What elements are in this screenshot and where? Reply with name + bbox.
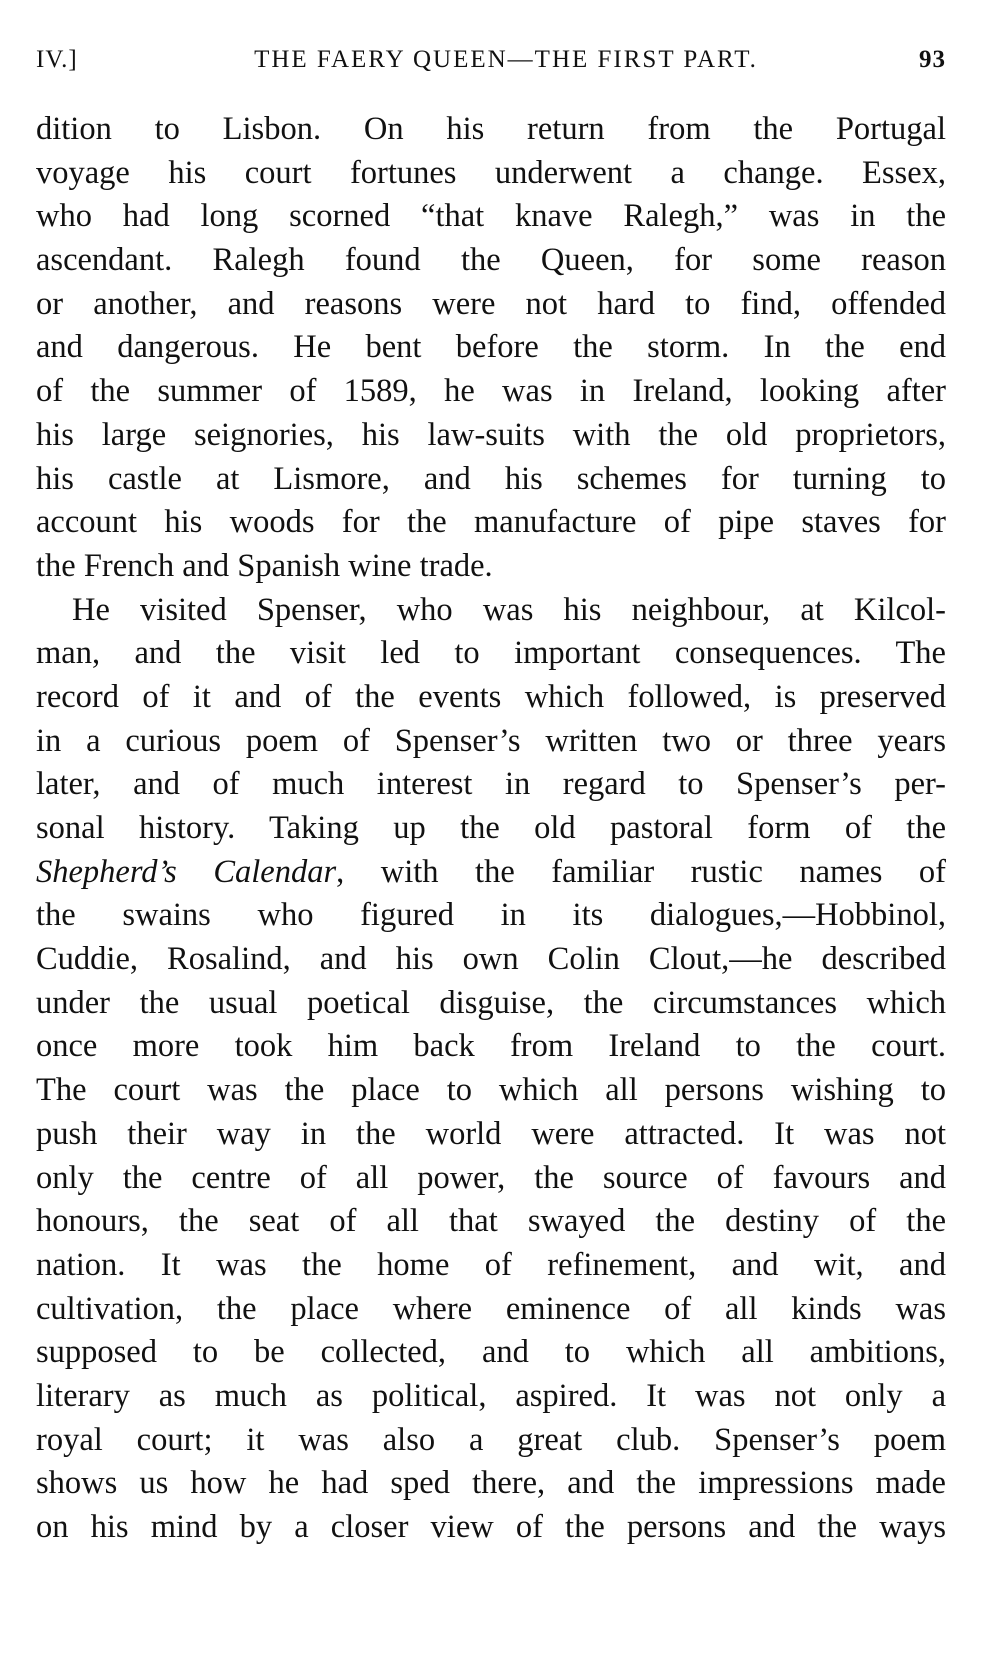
text-line: supposed to be collected, and to which all ambitions, [36,1334,946,1371]
text-line: dition to Lisbon. On his return from the Portugal [36,111,946,147]
text-line: literary as much as political, aspired. It was not only a [36,1377,946,1414]
text-line: only the centre of all power, the source of favours and [36,1159,946,1196]
text-line: who had long scorned “that knave Ralegh,” was in the [36,198,946,235]
text-line: voyage his court fortunes underwent a change. Essex, [36,154,946,191]
text-line: account his woods for the manufacture of pipe staves for [36,504,946,541]
text-line: later, and of much interest in regard to Spenser’s per- [36,766,946,803]
text-line: the swains who figured in its dialogues,—Hobbinol, [36,897,946,934]
text-line: royal court; it was also a great club. Spenser’s poem [36,1421,946,1458]
paragraph-2 [36,589,946,1550]
book-title-italic: Shepherd’s Calendar [36,853,337,890]
text-line: or another, and reasons were not hard to find, offended [36,285,946,322]
text-line: the French and Spanish wine trade. [36,547,493,584]
text-line: his castle at Lismore, and his schemes for turning to [36,460,946,497]
text-line: The court was the place to which all persons wishing to [36,1072,946,1109]
running-title: THE FAERY QUEEN—THE FIRST PART. [254,46,758,73]
paragraph-1 [36,108,946,589]
text-line: once more took him back from Ireland to the court. [36,1028,946,1065]
text-line: on his mind by a closer view of the persons and the ways [36,1509,946,1545]
text-line: honours, the seat of all that swayed the destiny of the [36,1203,946,1240]
text-line: in a curious poem of Spenser’s written two or three years [36,722,946,759]
text-line: man, and the visit led to important consequences. The [36,635,946,672]
text-line: under the usual poetical disguise, the circumstances which [36,984,946,1021]
chapter-marker: IV.] [36,46,78,73]
text-line: shows us how he had sped there, and the impressions made [36,1465,946,1502]
page-number: 93 [919,46,946,73]
text-line: He visited Spenser, who was his neighbour, at Kilcol- [72,591,946,628]
text-line: record of it and of the events which followed, is preserved [36,678,946,715]
text-line: Cuddie, Rosalind, and his own Colin Clout,—he described [36,941,946,978]
text-line: push their way in the world were attracted. It was not [36,1115,946,1152]
text-line: ascendant. Ralegh found the Queen, for some reason [36,242,946,279]
running-head [36,40,946,80]
text-line: sonal history. Taking up the old pastoral form of the [36,810,946,846]
text-run: , with the familiar rustic names of [336,853,946,890]
text-line: cultivation, the place where eminence of all kinds was [36,1290,946,1327]
text-line: his large seignories, his law-suits with the old proprietors, [36,416,946,453]
text-line [36,851,946,895]
text-line: of the summer of 1589, he was in Ireland, looking after [36,373,946,410]
text-line: nation. It was the home of refinement, and wit, and [36,1246,946,1283]
text-line: and dangerous. He bent before the storm. In the end [36,329,946,366]
body-text [36,108,946,1550]
